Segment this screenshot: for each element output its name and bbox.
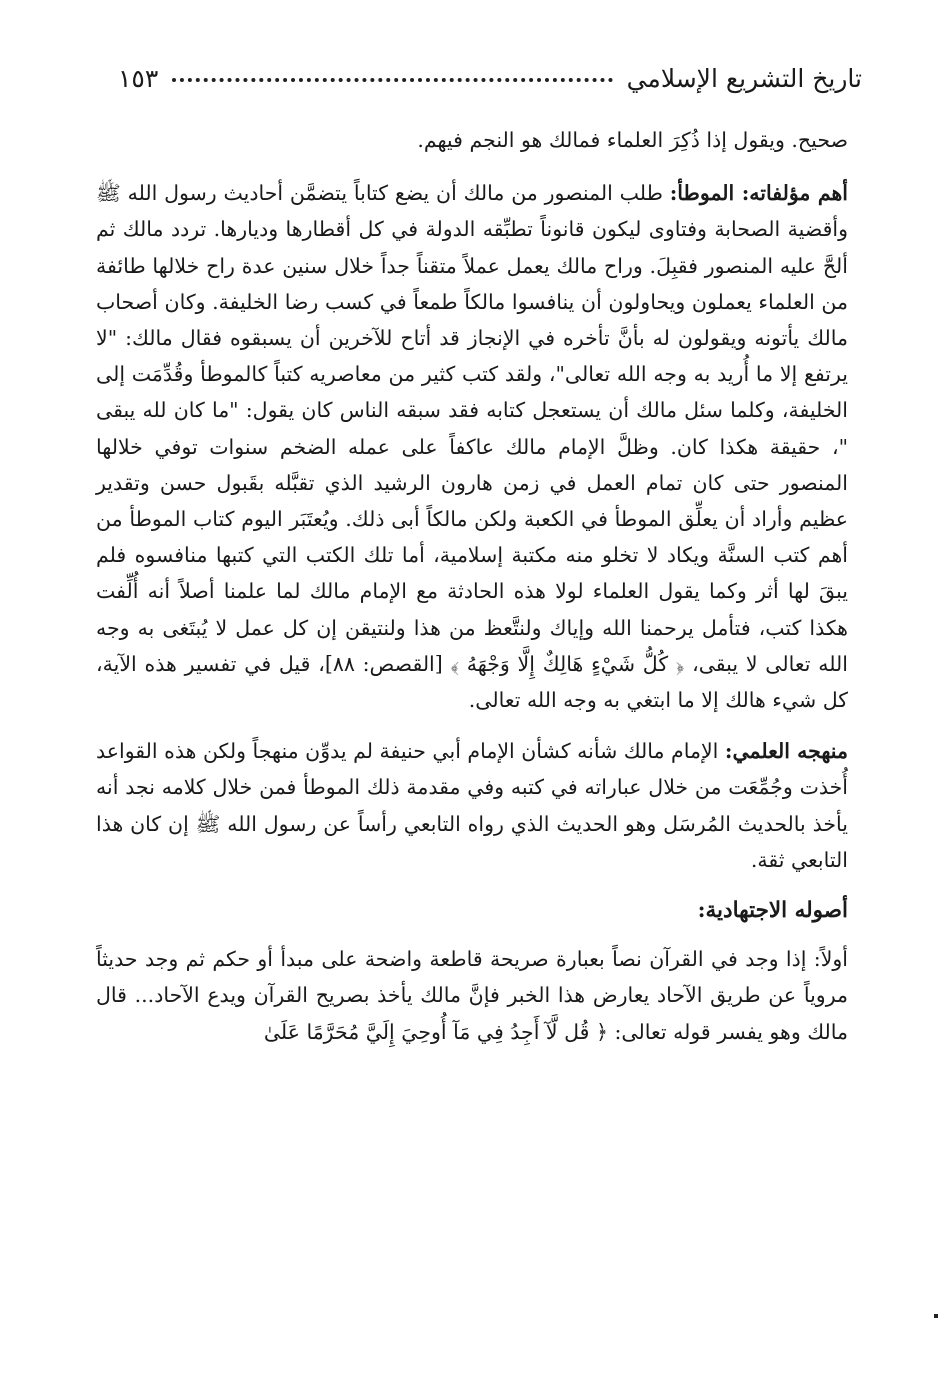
body-text: [96, 122, 848, 1065]
header-title: تاريخ التشريع الإسلامي: [626, 63, 862, 93]
scan-edge-mark: [934, 1314, 938, 1318]
paragraph-intro: [96, 122, 848, 158]
paragraph-muwatta: [96, 175, 848, 718]
paragraph-muwatta-text: طلب المنصور من مالك أن يضع كتاباً يتضمَّن أحاديث رسول الله ﷺ وأقضية الصحابة وفتاوى ليكون قانوناً تطبِّقه الدولة في كل أقطارها وديارها. تردد مالك ثم ألحَّ عليه المنصور فقبِلَ. وراح مالك يعمل عملاً متقناً جداً خلال سنين عدة راح خلالها طائفة من العلماء يعملون ويحاولون أن ينافسوا مالكاً طمعاً في كسب رضا الخليفة. وكان أصحاب مالك يأتونه ويقولون له بأنَّ تأخره في الإنجاز قد أتاح للآخرين أن يسبقوه فقال مالك: "لا يرتفع إلا ما أُريد به وجه الله تعالى"، ولقد كتب كثير من معاصريه كتباً كالموطأ وقُدِّمَت إلى الخليفة، وكلما سئل مالك أن يستعجل كتابه فقد سبقه الناس كان يقول: "ما كان لله يبقى "، حقيقة هكذا كان. وظلَّ الإمام مالك عاكفاً على عمله الضخم سنوات توفي خلالها المنصور حتى كان تمام العمل في زمن هارون الرشيد الذي تقبَّله بقَبول حسن وتقدير عظيم وأراد أن يعلِّق الموطأ في الكعبة ولكن مالكاً أبى ذلك. ويُعتَبَر اليوم كتاب الموطأ من أهم كتب السنَّة ويكاد لا تخلو منه مكتبة إسلامية، أما تلك الكتب التي كتبها منافسوه فلم يبقَ لها أثر وكما يقول العلماء لولا هذه الحادثة مع الإمام مالك لما علمنا أصلاً أنه أُلِّفت هكذا كتب، فتأمل يرحمنا الله وإياك ولنتَّعظ من هذا ولنتيقن إن كل عمل لا يُبتَغى به وجه الله تعالى لا يبقى، ﴿ كُلُّ شَيْءٍ هَالِكٌ إِلَّا وَجْهَهُ ﴾ [القصص: ٨٨]، قيل في تفسير هذه الآية، كل شيء هالك إلا ما ابتغي به وجه الله تعالى.: [96, 181, 849, 713]
header-dotted-leader: [172, 78, 612, 82]
section-heading: أصوله الاجتهادية:: [697, 898, 848, 924]
paragraph-muwatta-lead: أهم مؤلفاته: الموطأ:: [669, 181, 848, 206]
running-header: [118, 58, 862, 98]
paragraph-methodology-lead: منهجه العلمي:: [724, 739, 848, 764]
paragraph-intro-text: صحيح. ويقول إذا ذُكِرَ العلماء فمالك هو النجم فيهم.: [417, 128, 848, 152]
page-number: ١٥٣: [118, 63, 159, 93]
paragraph-methodology: [96, 733, 848, 878]
paragraph-methodology-text: الإمام مالك شأنه كشأن الإمام أبي حنيفة لم يدوِّن منهجاً ولكن هذه القواعد أُخذت وجُمِّعَت من خلال عباراته في كتبه وفي مقدمة ذلك الموطأ فمن خلال كلامه نجد أنه يأخذ بالحديث المُرسَل وهو الحديث الذي رواه التابعي رأساً عن رسول الله ﷺ إن كان هذا التابعي ثقة.: [96, 739, 848, 872]
paragraph-principles-text: أولاً: إذا وجد في القرآن نصاً بعبارة صريحة قاطعة واضحة على مبدأ أو حكم ثم وجد حديثاً مروياً عن طريق الآحاد يعارض هذا الخبر فإنَّ مالك يأخذ بصريح القرآن ويدع الآحاد... قال مالك وهو يفسر قوله تعالى: ﴿ قُل لَّآ أَجِدُ فِي مَآ أُوحِيَ إِلَيَّ مُحَرَّمًا عَلَىٰ: [96, 947, 848, 1044]
paragraph-principles: [96, 941, 848, 1050]
